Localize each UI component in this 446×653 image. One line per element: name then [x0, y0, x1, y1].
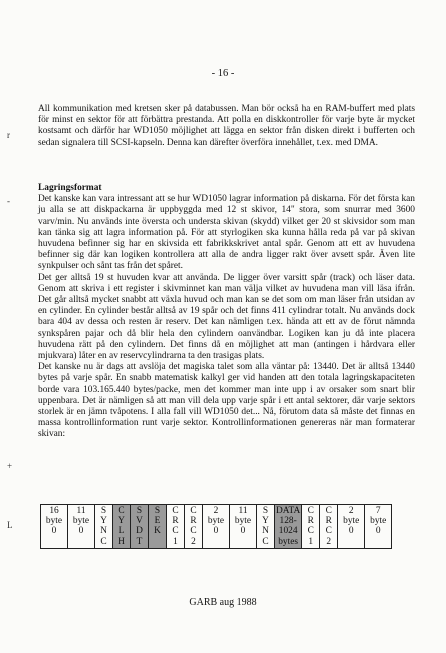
- format-field-line: R: [190, 516, 197, 527]
- format-field-cell: [68, 505, 95, 549]
- format-field-line: C: [307, 506, 314, 516]
- page-footer: GARB aug 1988: [189, 597, 257, 608]
- format-field-line: byte: [234, 516, 252, 527]
- format-field-cell: [95, 505, 113, 549]
- format-field-line: 16: [49, 506, 59, 516]
- format-field-line: 0: [240, 526, 246, 537]
- format-field-cell: [185, 505, 203, 549]
- margin-mark: -: [7, 196, 10, 206]
- format-field-cell: [257, 505, 275, 549]
- format-field-line: 7: [375, 506, 381, 516]
- format-field-line: byte: [370, 516, 387, 527]
- page-number: - 16 -: [211, 68, 235, 79]
- intro-paragraph: [38, 104, 415, 149]
- format-field-line: 0: [213, 526, 219, 537]
- format-field-line: C: [307, 526, 314, 537]
- format-field-line: R: [325, 516, 332, 527]
- format-field-line: 2: [213, 506, 219, 516]
- format-field-line: C: [118, 506, 125, 516]
- format-field-line: T: [136, 536, 143, 547]
- format-field-line: 2: [326, 536, 332, 547]
- format-field-line: 2: [191, 536, 196, 547]
- format-field-line: 0: [348, 526, 354, 537]
- format-field-cell: [320, 505, 338, 549]
- format-field-line: 0: [375, 526, 381, 537]
- format-field-line: Y: [100, 516, 107, 527]
- format-field-line: C: [325, 506, 332, 516]
- margin-mark: +: [7, 461, 13, 471]
- format-field-line: Y: [262, 516, 269, 527]
- format-field-cell: [41, 505, 68, 549]
- format-field-line: E: [154, 516, 161, 527]
- paragraph-heads-cylinders: Det ger alltså 19 st huvuden kvar att använda. De ligger över varsitt spår (track) och läser data. Genom att skriva i ett register i skivminnet kan man välja vilket av huvudena man vill läsa ifrån. Det går alltså mycket snabbt att växla huvud och man kan se det som om man läser från utsidan av en cylinder. En cylinder består alltså av 19 spår och det finns 411 cylindrar totalt. Nu används dock bara 404 av dessa och resten är reserv. Det kan nämligen t.ex. hända att ett av de förut nämnda synkspåren pajar och då blir hela den cylindern oanvändbar. Logiken kan ju då inte placera huvudena rätt på den cylindern. Det finns då en möjlighet att man (antingen i hårdvara eller mjukvara) låter en av reservcylindrarna ta den trasigas plats.: [38, 272, 415, 362]
- format-field-line: C: [190, 526, 197, 537]
- format-field-line: byte: [45, 516, 63, 527]
- format-field-line: V: [136, 516, 143, 527]
- format-field-line: S: [154, 506, 161, 516]
- format-field-cell: [365, 505, 392, 549]
- format-field-line: 128-: [279, 516, 297, 527]
- paragraph-communication: All kommunikation med kretsen sker på databussen. Man bör också ha en RAM-buffert med plats för minst en sektor för att förbättra prestanda. Att polla en diskkontroller för varje byte är mycket kostsamt och därför har WD1050 möjlighet att lägga en sektor från disken direkt i bufferten och sedan signalera till SCSI-kapseln. Denna kan därefter överföra innehållet, t.ex. med DMA.: [38, 104, 415, 148]
- format-field-line: DATA: [276, 506, 301, 516]
- margin-mark: L: [7, 520, 13, 530]
- format-field-line: N: [100, 526, 107, 537]
- format-field-line: bytes: [278, 536, 299, 547]
- margin-mark: r: [7, 130, 10, 140]
- format-field-line: R: [307, 516, 314, 527]
- format-field-line: C: [262, 536, 269, 547]
- format-field-line: Y: [118, 516, 125, 527]
- format-field-cell: [113, 505, 131, 549]
- format-field-line: D: [136, 526, 143, 537]
- format-field-line: R: [172, 516, 179, 527]
- section-heading: Lagringsformat: [38, 183, 102, 193]
- format-field-line: S: [136, 506, 143, 516]
- format-field-line: byte: [207, 516, 225, 527]
- format-field-line: 2: [348, 506, 354, 516]
- format-field-cell: [302, 505, 320, 549]
- paragraph-disk-structure: Det kanske kan vara intressant att se hur WD1050 lagrar information på diskarna. För det första kan ju alla se att diskpackarna är uppbyggda med 12 st skivor, 14" stora, som snurrar med 3600 varv/min. Nu används inte översta och understa skivan (skydd) vilket ger 20 st skivsidor som man kan tänka sig att lagra information på. För att styrlogiken ska kunna hålla reda på var på skivan huvudena befinner sig har en skivsida ett fabrikkskrivet antal spår. Genom att ett av huvudena befinner sig där kan logiken kontrollera att alla de andra ligger rakt över avsett spår. Även lite synkpulser och sånt tas från det spåret.: [38, 194, 415, 272]
- format-field-line: H: [118, 536, 125, 547]
- paragraph-magic-number: Det kanske nu är dags att avslöja det magiska talet som alla väntar på: 13440. Det är alltså 13440 bytes på varje spår. En snabb matematisk kalkyl ger vid handen att den totala lagringskapaciteten borde vara 103.165.440 bytes/packe, men det kommer man inte upp i av orsaker som snart blir uppenbara. Det är nämligen så att man vill dela upp varje spår i ett antal sektorer, där varje sektors storlek är en jämn tvåpotens. I alla fall vill WD1050 det... Nå, förutom data så måste det finnas en massa kontrollinformation runt varje sektor. Kontrollinformationen genereras när man formaterar skivan:: [38, 362, 415, 440]
- format-field-cell: [203, 505, 230, 549]
- format-field-line: 11: [238, 506, 248, 516]
- format-field-cell: [131, 505, 149, 549]
- format-field-cell: [149, 505, 167, 549]
- sector-format-row: [41, 505, 392, 549]
- format-field-line: N: [262, 526, 269, 537]
- format-field-cell: [167, 505, 185, 549]
- format-field-line: C: [172, 526, 179, 537]
- format-field-cell: [275, 505, 302, 549]
- format-field-line: 0: [51, 526, 57, 537]
- format-field-line: 1: [173, 536, 178, 547]
- format-field-line: C: [100, 536, 107, 547]
- format-field-line: C: [172, 506, 179, 516]
- format-field-line: C: [325, 526, 332, 537]
- format-field-line: K: [154, 526, 161, 537]
- format-field-cell: [230, 505, 257, 549]
- format-field-line: 1: [308, 536, 314, 547]
- format-field-line: L: [118, 526, 125, 537]
- sector-format-table: [40, 504, 392, 549]
- storage-format-section: [38, 183, 415, 441]
- format-field-line: S: [100, 506, 107, 516]
- format-field-line: 0: [78, 526, 84, 537]
- format-field-line: S: [262, 506, 269, 516]
- format-field-line: byte: [343, 516, 360, 527]
- format-field-line: 1024: [278, 526, 298, 537]
- format-field-cell: [338, 505, 365, 549]
- format-field-line: byte: [72, 516, 90, 527]
- format-field-line: C: [190, 506, 197, 516]
- format-field-line: 11: [76, 506, 86, 516]
